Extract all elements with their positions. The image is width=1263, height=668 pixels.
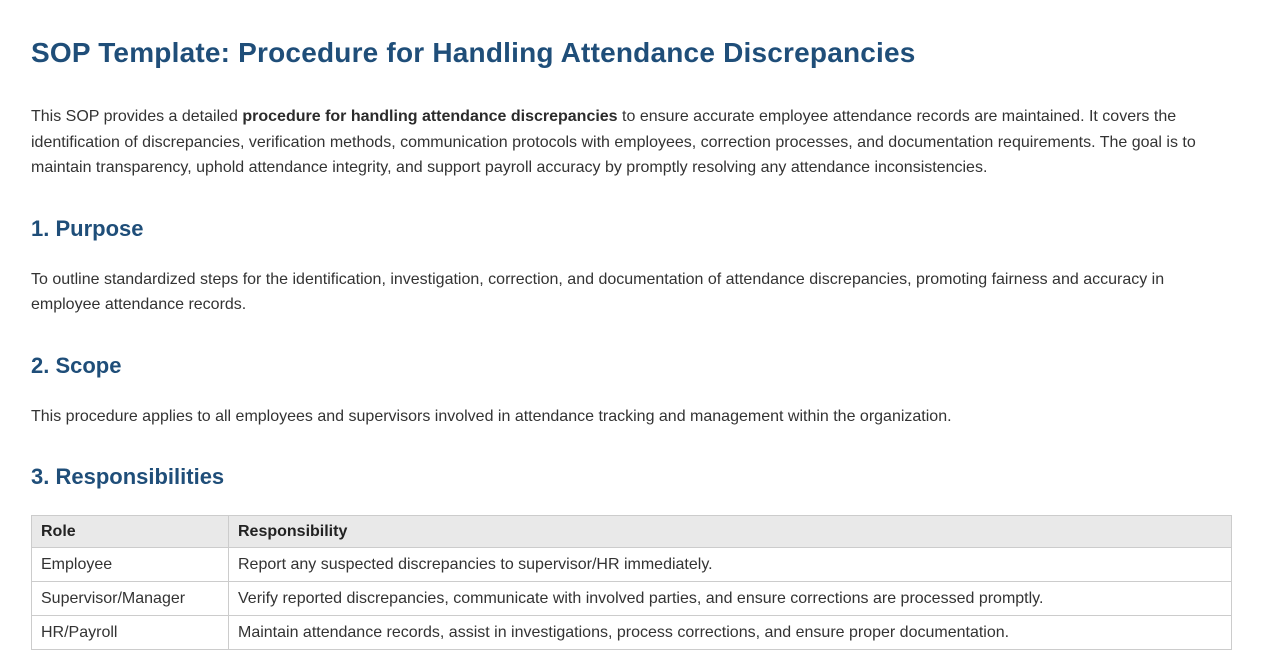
purpose-paragraph: To outline standardized steps for the identification, investigation, correction, and documentation of attendance discrepancies, promoting fairness and accuracy in employee attendance records.	[31, 270, 1165, 313]
intro-text-prefix: This SOP provides a detailed	[31, 108, 243, 125]
role-cell: Employee	[32, 548, 229, 582]
page-title: SOP Template: Procedure for Handling Attendance Discrepancies	[31, 37, 916, 68]
responsibility-cell: Report any suspected discrepancies to supervisor/HR immediately.	[229, 548, 1232, 582]
scope-paragraph: This procedure applies to all employees and supervisors involved in attendance tracking and management within the organization.	[31, 407, 952, 425]
table-row	[32, 582, 1232, 616]
intro-paragraph	[31, 104, 1232, 181]
responsibility-cell: Maintain attendance records, assist in investigations, process corrections, and ensure proper documentation.	[229, 616, 1232, 650]
section-heading-scope: 2. Scope	[31, 352, 122, 378]
table-header-row	[32, 516, 1232, 548]
intro-text-bold: procedure for handling attendance discrepancies	[242, 108, 618, 125]
responsibility-cell: Verify reported discrepancies, communicate with involved parties, and ensure corrections are processed promptly.	[229, 582, 1232, 616]
intro-text-suffix: to ensure accurate employee attendance records are maintained. It covers the identification of discrepancies, verification methods, communication protocols with employees, correction processes, and documentation requirements. The goal is to maintain transparency, uphold attendance integrity, and support payroll accuracy by promptly resolving any attendance inconsistencies.	[31, 108, 1196, 176]
table-row	[32, 616, 1232, 650]
section-heading-purpose: 1. Purpose	[31, 215, 144, 241]
table-row	[32, 548, 1232, 582]
role-cell: Supervisor/Manager	[32, 582, 229, 616]
role-cell: HR/Payroll	[32, 616, 229, 650]
table-header-role: Role	[32, 516, 229, 548]
responsibilities-table	[31, 515, 1232, 650]
section-heading-responsibilities: 3. Responsibilities	[31, 464, 225, 489]
table-header-responsibility: Responsibility	[229, 516, 1232, 548]
